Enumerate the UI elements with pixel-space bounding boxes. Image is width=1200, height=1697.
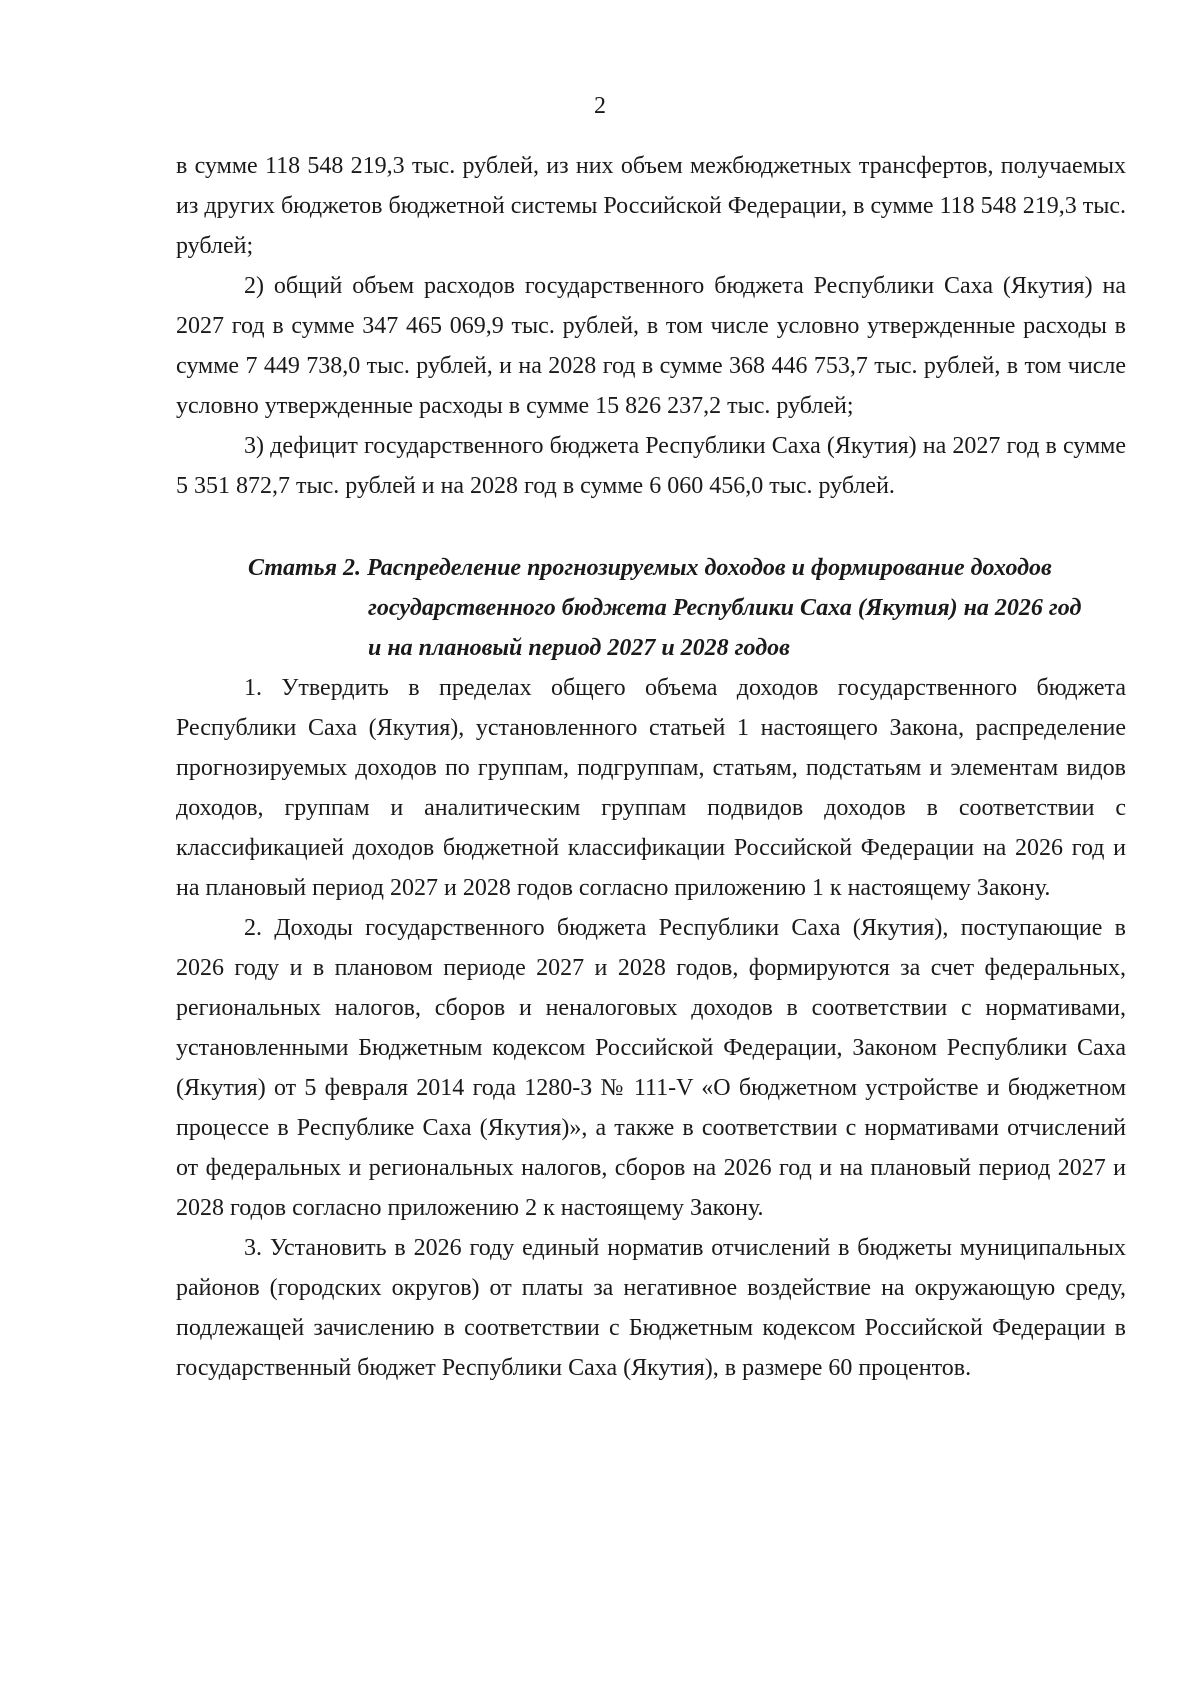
page-number: 2: [594, 93, 606, 119]
article-paragraph-3: 3. Установить в 2026 году единый норматив отчислений в бюджеты муниципальных районов (городских округов) от платы за негативное воздействие на окружающую среду, подлежащей зачислению в соответствии с Бюджетным кодексом Российской Федерации в государственный бюджет Республики Саха (Якутия), в размере 60 процентов.: [176, 1235, 1126, 1381]
article-heading-line-1: Статья 2. Распределение прогнозируемых доходов и формирование доходов: [248, 555, 1052, 581]
paragraph-continuation: в сумме 118 548 219,3 тыс. рублей, из них объем межбюджетных трансфертов, получаемых из других бюджетов бюджетной системы Российской Федерации, в сумме 118 548 219,3 тыс. рублей;: [176, 153, 1126, 259]
article-heading-line-3: и на плановый период 2027 и 2028 годов: [368, 635, 790, 661]
article-heading: [176, 548, 1126, 668]
document-body: [176, 146, 1126, 1388]
paragraph-expenses: 2) общий объем расходов государственного бюджета Республики Саха (Якутия) на 2027 год в сумме 347 465 069,9 тыс. рублей, в том числе условно утвержденные расходы в сумме 7 449 738,0 тыс. рублей, и на 2028 год в сумме 368 446 753,7 тыс. рублей, в том числе условно утвержденные расходы в сумме 15 826 237,2 тыс. рублей;: [176, 273, 1126, 419]
article-paragraph-2: 2. Доходы государственного бюджета Республики Саха (Якутия), поступающие в 2026 году и в плановом периоде 2027 и 2028 годов, формируются за счет федеральных, региональных налогов, сборов и неналоговых доходов в соответствии с нормативами, установленными Бюджетным кодексом Российской Федерации, Законом Республики Саха (Якутия) от 5 февраля 2014 года 1280-З № 111-V «О бюджетном устройстве и бюджетном процессе в Республике Саха (Якутия)», а также в соответствии с нормативами отчислений от федеральных и региональных налогов, сборов на 2026 год и на плановый период 2027 и 2028 годов согласно приложению 2 к настоящему Закону.: [176, 915, 1126, 1221]
article-heading-line-2: государственного бюджета Республики Саха (Якутия) на 2026 год: [368, 595, 1082, 621]
article-paragraph-1: 1. Утвердить в пределах общего объема доходов государственного бюджета Республики Саха (Якутия), установленного статьей 1 настоящего Закона, распределение прогнозируемых доходов по группам, подгруппам, статьям, подстатьям и элементам видов доходов, группам и аналитическим группам подвидов доходов в соответствии с классификацией доходов бюджетной классификации Российской Федерации на 2026 год и на плановый период 2027 и 2028 годов согласно приложению 1 к настоящему Закону.: [176, 675, 1126, 901]
paragraph-deficit: 3) дефицит государственного бюджета Республики Саха (Якутия) на 2027 год в сумме 5 351 872,7 тыс. рублей и на 2028 год в сумме 6 060 456,0 тыс. рублей.: [176, 433, 1126, 499]
